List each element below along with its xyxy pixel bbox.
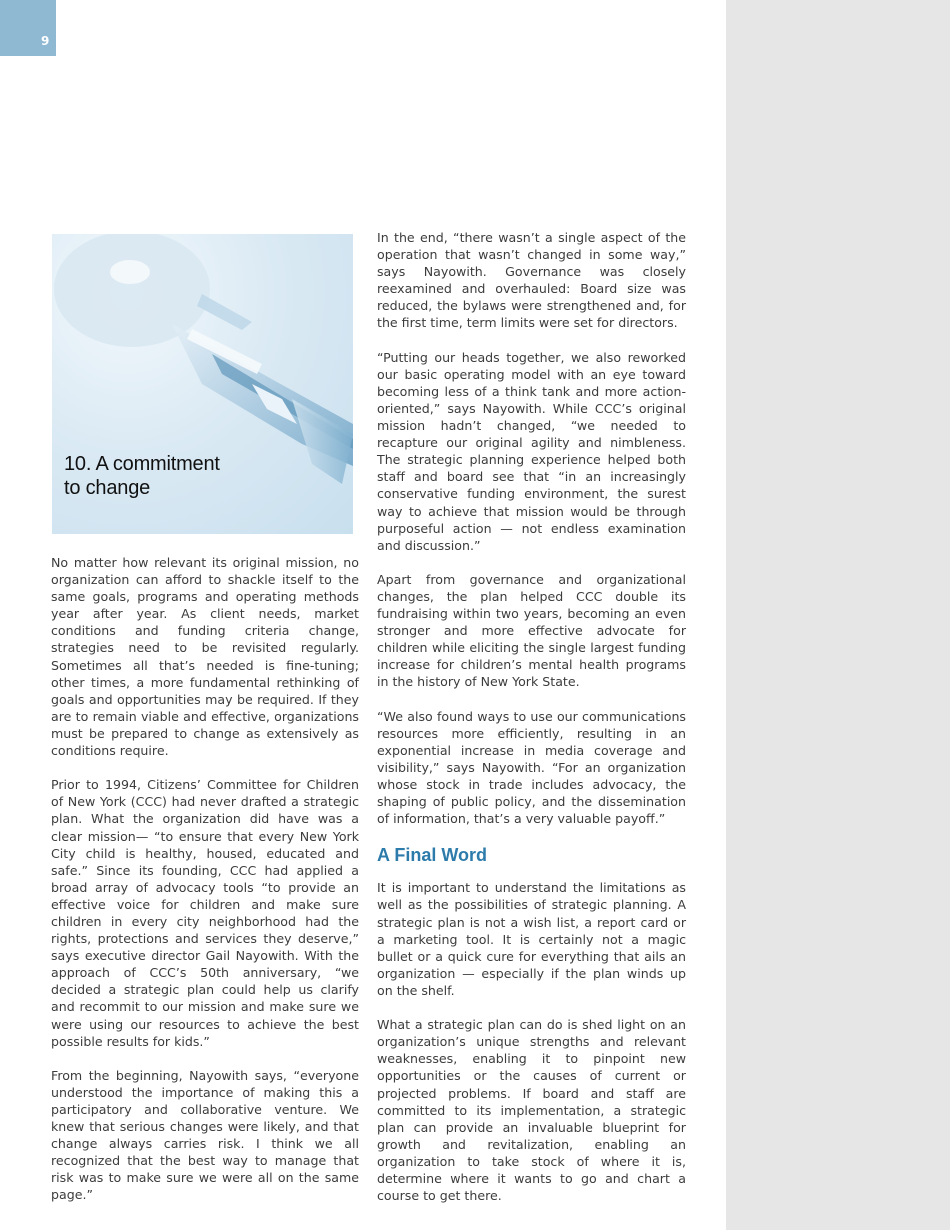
paragraph: Apart from governance and organizational changes, the plan helped CCC double its fundraising within two years, becoming an even stronger and more effective advocate for children while eliciting the single largest funding increase for children’s mental health programs in the history of New York State. [377, 571, 686, 690]
right-text-column [377, 229, 686, 1221]
page-number: 9 [41, 34, 50, 48]
paragraph: “Putting our heads together, we also reworked our basic operating model with an eye toward becoming less of a think tank and more action-oriented,” says Nayowith. While CCC’s original mission hadn’t changed, “we needed to recapture our original agility and nimbleness. The strategic planning experience helped both staff and board see that “in an increasingly conservative funding environment, the surest way to achieve that mission would be through purposeful action — not endless examination and discussion.” [377, 349, 686, 553]
left-text-column [51, 554, 359, 1221]
paragraph: From the beginning, Nayowith says, “everyone understood the importance of making this a participatory and collaborative venture. We knew that serious changes were likely, and that change always carries risk. I think we all recognized that the best way to manage that risk was to make sure we were all on the same page.” [51, 1067, 359, 1203]
paragraph: No matter how relevant its original mission, no organization can afford to shackle itself to the same goals, programs and operating methods year after year. As client needs, market conditions and funding criteria change, strategies need to be revisited regularly. Sometimes all that’s needed is fine-tuning; other times, a more fundamental rethinking of goals and opportunities may be required. If they are to remain viable and effective, organizations must be prepared to change as extensively as conditions require. [51, 555, 359, 759]
page-number-tab [0, 0, 56, 56]
section-title: 10. A commitment to change [64, 453, 220, 499]
paragraph: “We also found ways to use our communications resources more efficiently, resulting in an exponential increase in media coverage and visibility,” says Nayowith. “For an organization whose stock in trade includes advocacy, the shaping of public policy, and the dissemination of information, that’s a very valuable payoff.” [377, 708, 686, 827]
paragraph: Prior to 1994, Citizens’ Committee for Children of New York (CCC) had never drafted a strategic plan. What the organization did have was a clear mission— “to ensure that every New York City child is healthy, housed, educated and safe.” Since its founding, CCC had applied a broad array of advocacy tools “to provide an effective voice for children and make sure children in every city neighborhood had the rights, protections and services they deserve,” says executive director Gail Nayowith. With the approach of CCC’s 50th anniversary, “we decided a strategic plan could help us clarify and recommit to our mission and make sure we were using our resources to achieve the best possible results for kids.” [51, 777, 359, 1049]
subsection-heading: A Final Word [377, 845, 487, 866]
paragraph: It is important to understand the limitations as well as the possibilities of strategic planning. A strategic plan is not a wish list, a report card or a marketing tool. It is certainly not a magic bullet or a quick cure for everything that ails an organization — especially if the plan winds up on the shelf. [377, 880, 686, 998]
page-margin-panel [726, 0, 950, 1230]
section-hero-image [52, 234, 353, 534]
paragraph: In the end, “there wasn’t a single aspect of the operation that wasn’t changed in some way,” says Nayowith. Governance was closely reexamined and overhauled: Board size was reduced, the bylaws were strengthened and, for the first time, term limits were set for directors. [377, 230, 686, 331]
paragraph: What a strategic plan can do is shed light on an organization’s unique strengths and relevant weaknesses, enabling it to pinpoint new opportunities or the causes of current or projected problems. If board and staff are committed to its implementation, a strategic plan can provide an invaluable blueprint for growth and revitalization, enabling an organization to take stock of where it is, determine where it wants to go and chart a course to get there. [377, 1017, 686, 1204]
